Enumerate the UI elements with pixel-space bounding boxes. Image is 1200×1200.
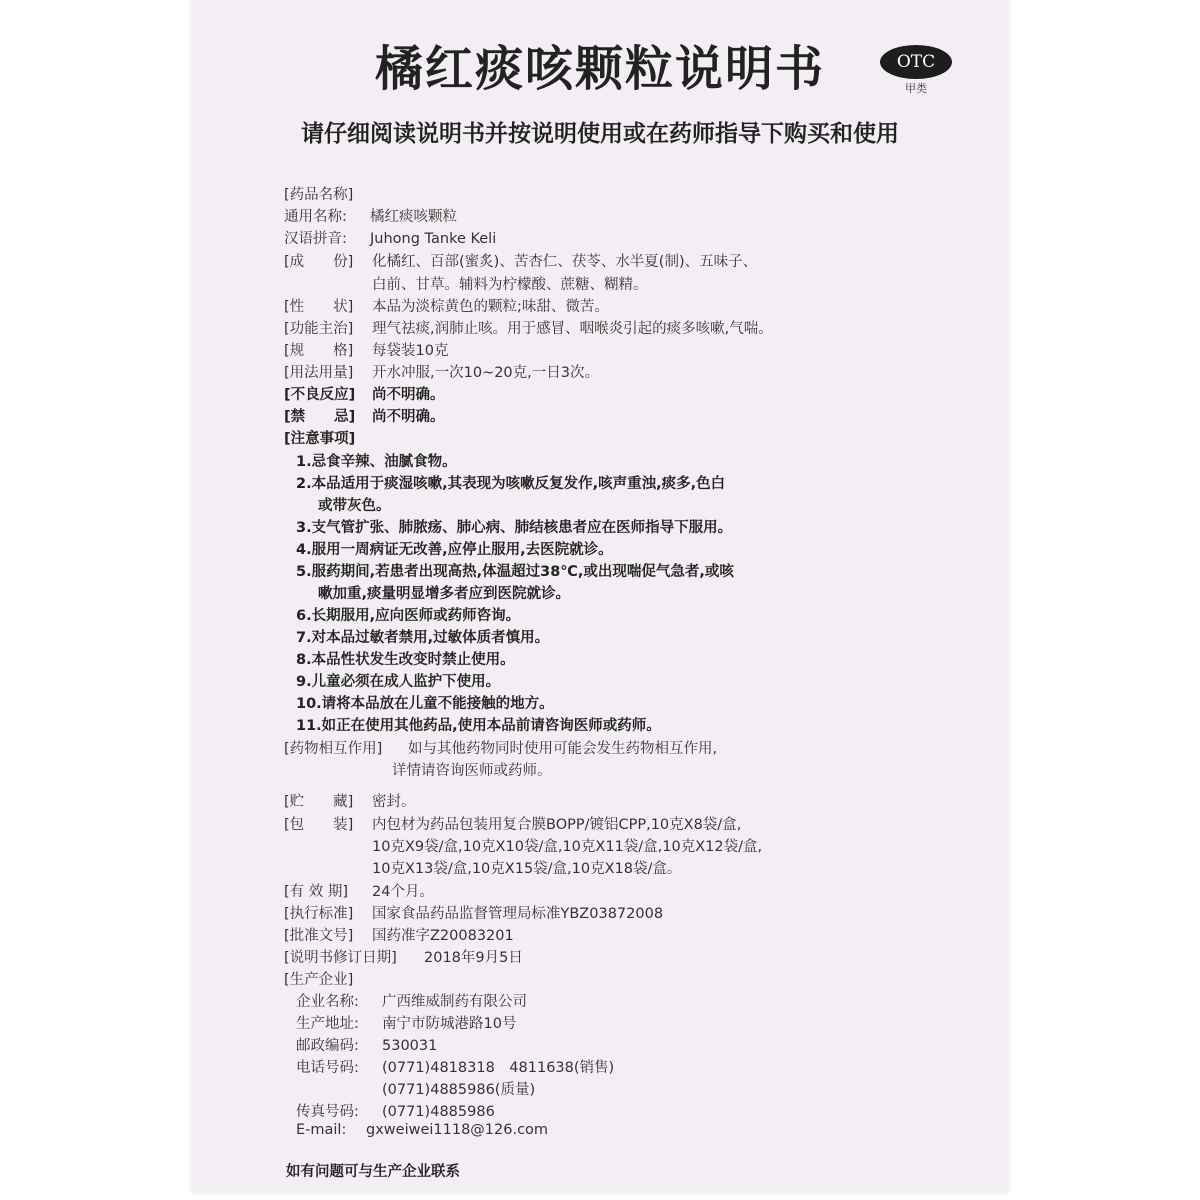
revision-date (284, 946, 523, 967)
standard-label: [执行标准] (284, 906, 354, 922)
adverse-label: [不良反应] (284, 387, 356, 403)
precaution-item-cont: 嗽加重,痰量明显增多者应到医院就诊。 (318, 586, 571, 602)
fax-value: (0771)4885986 (382, 1104, 495, 1120)
revision-label: [说明书修订日期] (284, 950, 397, 966)
dosage (284, 361, 599, 382)
interactions-line-1 (284, 737, 717, 758)
company-phone (296, 1056, 614, 1077)
precaution-item: 1.忌食辛辣、油腻食物。 (296, 454, 457, 470)
generic-name-value: 橘红痰咳颗粒 (370, 209, 457, 225)
company-phone-2 (296, 1078, 535, 1099)
approval-label: [批准文号] (284, 928, 354, 944)
indications (284, 317, 773, 338)
validity (284, 880, 434, 901)
approval-value: 国药准字Z20083201 (372, 928, 514, 944)
email-value: gxweiwei1118@126.com (366, 1122, 549, 1138)
company-name-value: 广西维威制药有限公司 (382, 994, 527, 1010)
adverse-reactions (284, 383, 445, 404)
package-text-1: 内包材为药品包装用复合膜BOPP/镀铝CPP,10克X8袋/盒, (372, 817, 742, 833)
interactions-text-1: 如与其他药物同时使用可能会发生药物相互作用, (408, 741, 718, 757)
precaution-item: 5.服药期间,若患者出现高热,体温超过38℃,或出现喘促气急者,或咳 (296, 564, 734, 580)
company-postcode (296, 1034, 437, 1055)
package-text-3: 10克X13袋/盒,10克X15袋/盒,10克X18袋/盒。 (372, 861, 682, 877)
indications-value: 理气祛痰,润肺止咳。用于感冒、咽喉炎引起的痰多咳嗽,气喘。 (372, 321, 773, 337)
package-label: [包 装] (284, 817, 354, 833)
properties-label: [性 状] (284, 299, 354, 315)
package-text-2: 10克X9袋/盒,10克X10袋/盒,10克X11袋/盒,10克X12袋/盒, (372, 839, 763, 855)
otc-category: 甲类 (905, 82, 927, 95)
interactions-label: [药物相互作用] (284, 741, 383, 757)
approval-number (284, 924, 514, 945)
validity-label: [有 效 期] (284, 884, 349, 900)
pinyin-label: 汉语拼音: (284, 231, 347, 247)
postcode-value: 530031 (382, 1038, 438, 1054)
standard-value: 国家食品药品监督管理局标准YBZ03872008 (372, 906, 664, 922)
precaution-item: 3.支气管扩张、肺脓疡、肺心病、肺结核患者应在医师指导下服用。 (296, 520, 733, 536)
section-precautions: [注意事项] (284, 431, 356, 447)
validity-value: 24个月。 (372, 884, 434, 900)
composition-line-2 (284, 273, 648, 294)
company-name-label: 企业名称: (296, 994, 359, 1010)
email-label: E-mail: (296, 1122, 347, 1138)
contact-footer: 如有问题可与生产企业联系 (286, 1164, 460, 1180)
dosage-value: 开水冲服,一次10~20克,一日3次。 (372, 365, 599, 381)
interactions-text-2: 详情请咨询医师或药师。 (392, 763, 552, 779)
composition-label: [成 份] (284, 254, 354, 270)
phone-value-2: (0771)4885986(质量) (382, 1082, 536, 1098)
precaution-item-cont: 或带灰色。 (318, 498, 391, 514)
package-line-3 (284, 857, 681, 878)
pinyin-name (284, 227, 496, 248)
composition-line-1 (284, 250, 757, 271)
interactions-line-2 (284, 759, 552, 780)
company-address (296, 1012, 516, 1033)
revision-value: 2018年9月5日 (424, 950, 523, 966)
composition-text-1: 化橘红、百部(蜜炙)、苦杏仁、茯苓、水半夏(制)、五味子、 (372, 254, 758, 270)
contraindications-value: 尚不明确。 (372, 409, 445, 425)
contraindications (284, 405, 445, 426)
specification (284, 339, 448, 360)
company-email (296, 1122, 548, 1138)
generic-name-label: 通用名称: (284, 209, 347, 225)
specification-label: [规 格] (284, 343, 354, 359)
adverse-value: 尚不明确。 (372, 387, 445, 403)
precaution-item: 11.如正在使用其他药品,使用本品前请咨询医师或药师。 (296, 718, 661, 734)
specification-value: 每袋装10克 (372, 343, 449, 359)
standard (284, 902, 663, 923)
properties-value: 本品为淡棕黄色的颗粒;味甜、微苦。 (372, 299, 609, 315)
reading-warning: 请仔细阅读说明书并按说明使用或在药师指导下购买和使用 (301, 121, 899, 147)
precaution-item: 4.服用一周病证无改善,应停止服用,去医院就诊。 (296, 542, 613, 558)
company-fax (296, 1100, 495, 1121)
address-value: 南宁市防城港路10号 (382, 1016, 517, 1032)
contraindications-label: [禁 忌] (284, 409, 356, 425)
storage (284, 790, 416, 811)
package-line-1 (284, 813, 741, 834)
pinyin-value: Juhong Tanke Keli (370, 231, 497, 247)
precaution-item: 9.儿童必须在成人监护下使用。 (296, 674, 501, 690)
document-title: 橘红痰咳颗粒说明书 (374, 41, 825, 97)
package-line-2 (284, 835, 762, 856)
phone-value-1: (0771)4818318 4811638(销售) (382, 1060, 615, 1076)
storage-value: 密封。 (372, 794, 416, 810)
company-name (296, 990, 527, 1011)
section-manufacturer: [生产企业] (284, 972, 354, 988)
precaution-item: 10.请将本品放在儿童不能接触的地方。 (296, 696, 554, 712)
address-label: 生产地址: (296, 1016, 359, 1032)
properties (284, 295, 609, 316)
section-drug-name: [药品名称] (284, 187, 354, 203)
indications-label: [功能主治] (284, 321, 354, 337)
precaution-item: 7.对本品过敏者禁用,过敏体质者慎用。 (296, 630, 550, 646)
fax-label: 传真号码: (296, 1104, 359, 1120)
postcode-label: 邮政编码: (296, 1038, 359, 1054)
generic-name (284, 205, 457, 226)
precaution-item: 2.本品适用于痰湿咳嗽,其表现为咳嗽反复发作,咳声重浊,痰多,色白 (296, 476, 726, 492)
dosage-label: [用法用量] (284, 365, 354, 381)
composition-text-2: 白前、甘草。辅料为柠檬酸、蔗糖、糊精。 (372, 277, 648, 293)
storage-label: [贮 藏] (284, 794, 354, 810)
precaution-item: 6.长期服用,应向医师或药师咨询。 (296, 608, 521, 624)
precaution-item: 8.本品性状发生改变时禁止使用。 (296, 652, 515, 668)
otc-badge: OTC (880, 45, 952, 79)
phone-label: 电话号码: (296, 1060, 359, 1076)
